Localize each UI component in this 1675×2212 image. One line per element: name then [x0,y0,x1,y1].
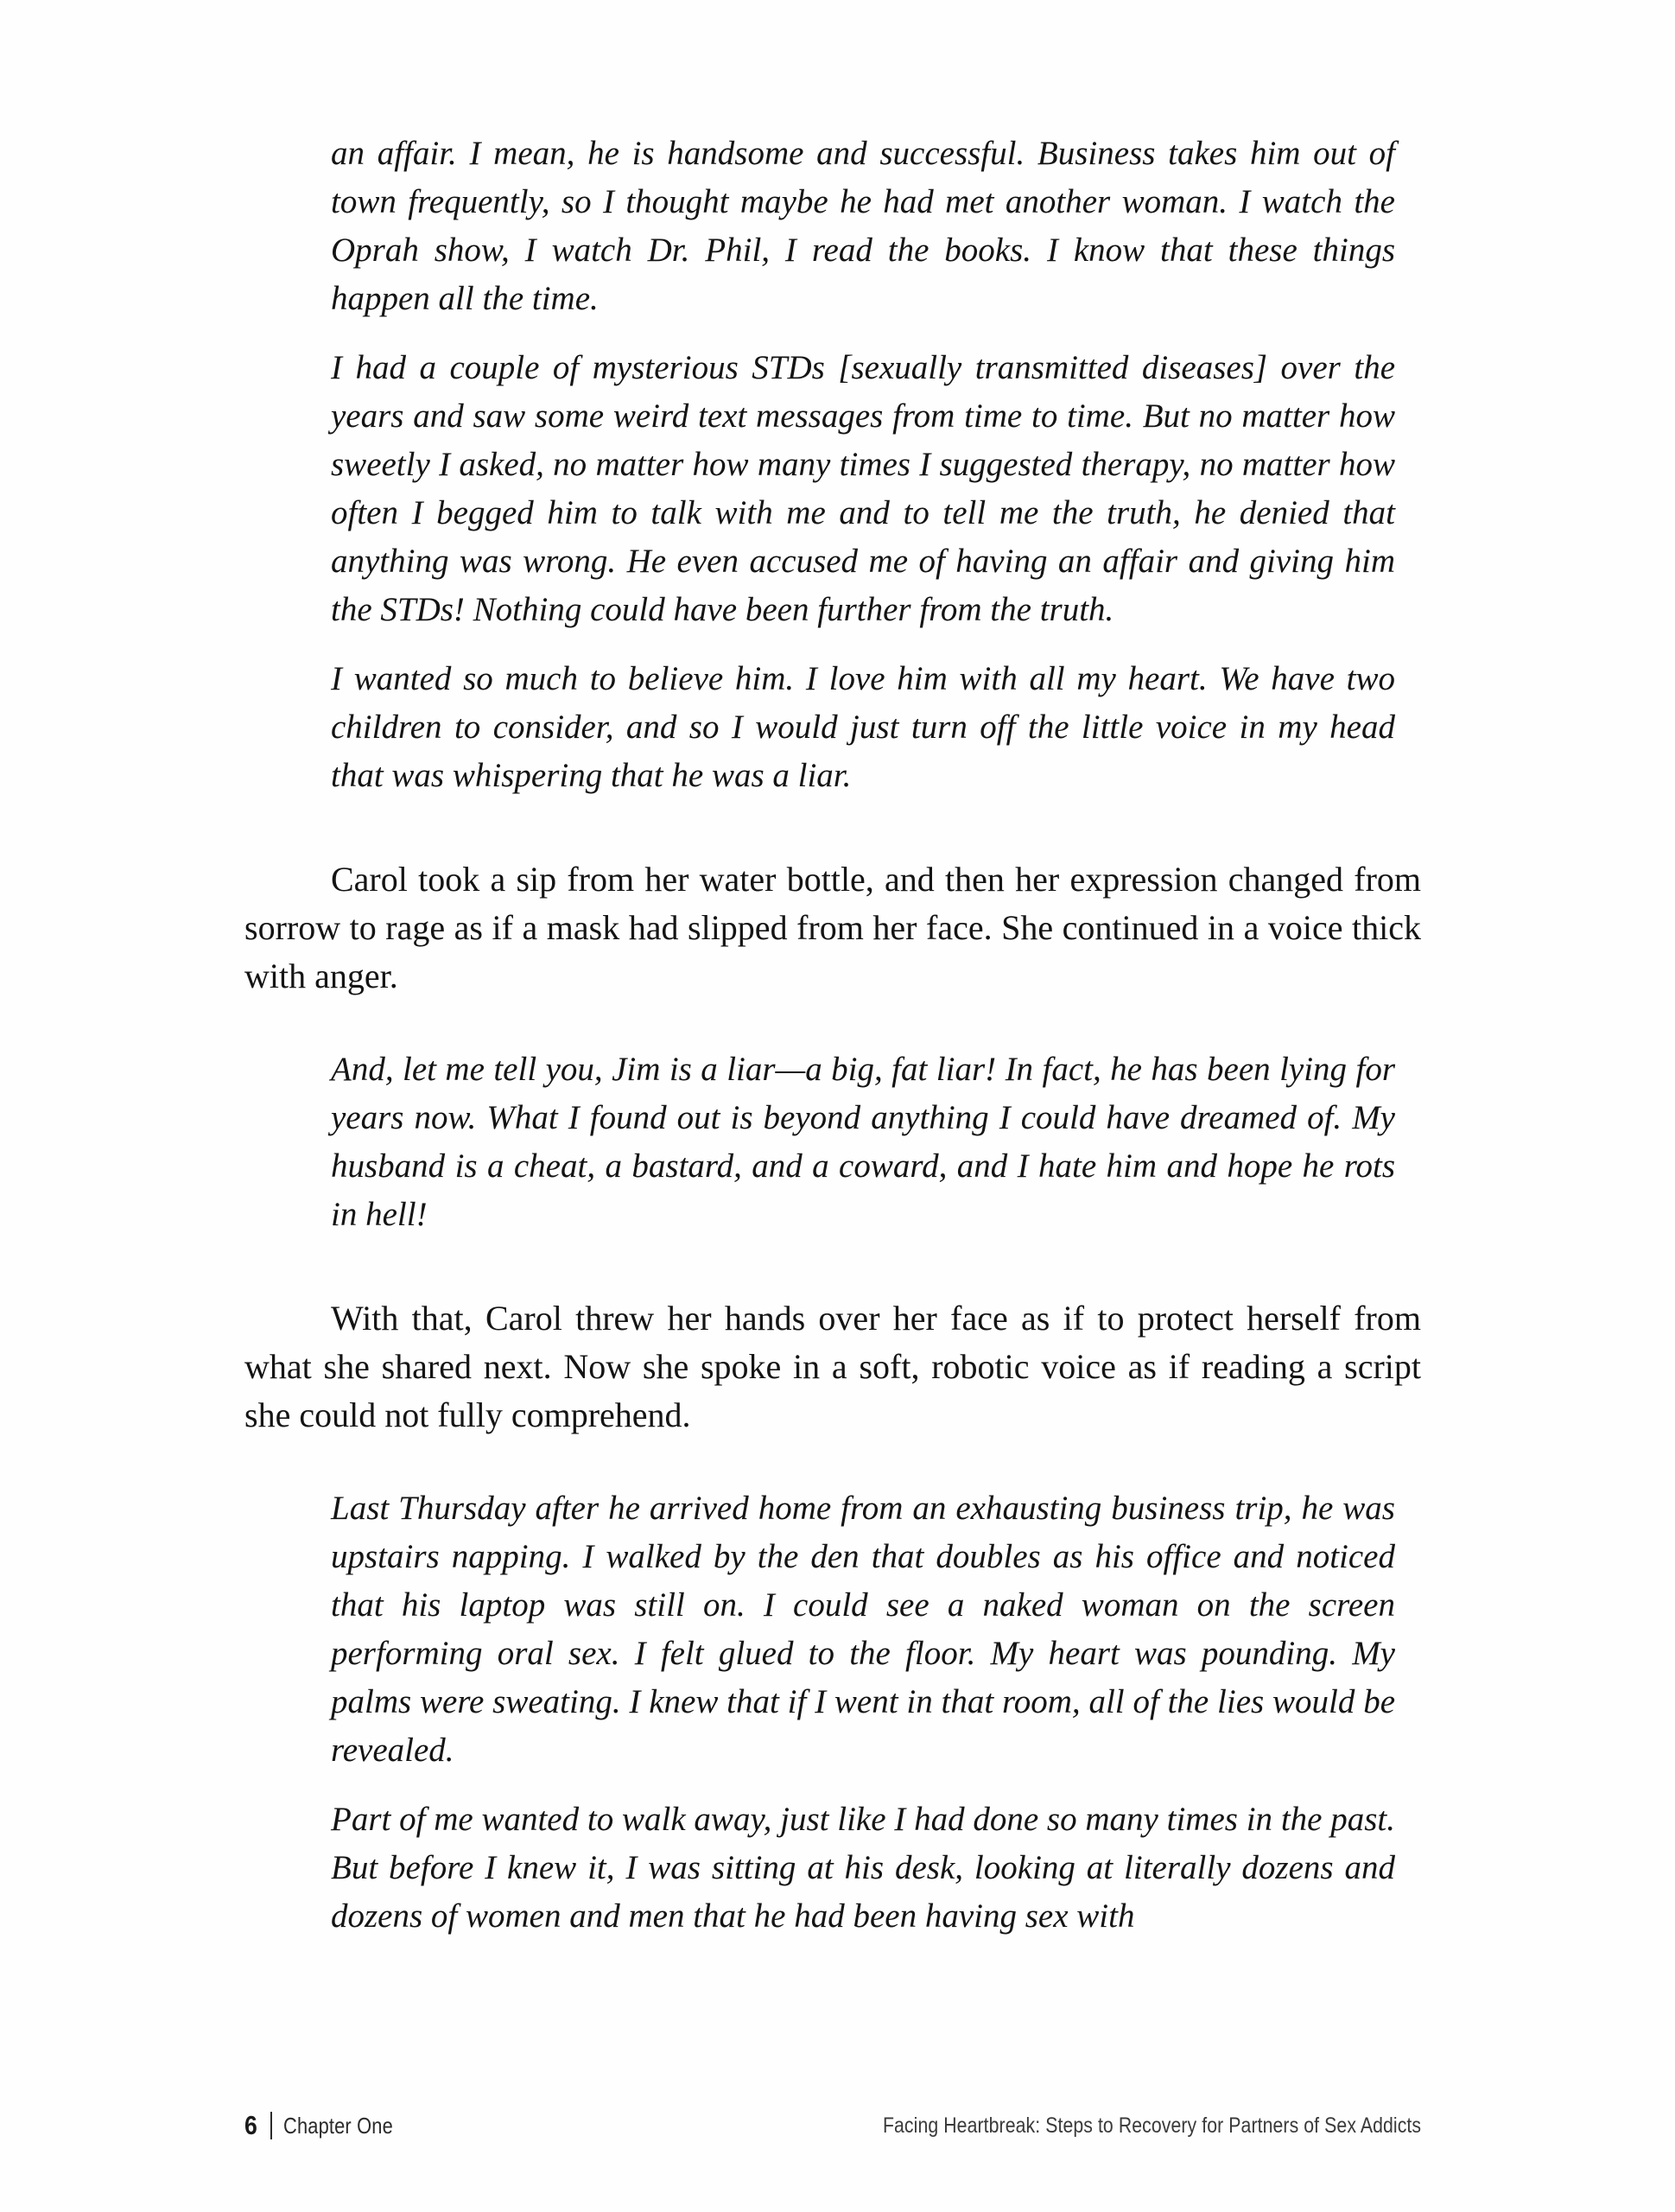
quote-paragraph: I wanted so much to believe him. I love him with all my heart. We have two children to consider, and so I would just turn off the little voice in my head that was whispering that he was a liar. [331,660,1395,794]
quote-block-2 [244,1046,1421,1239]
body-paragraph: Carol took a sip from her water bottle, and then her expression changed from sorrow to rage as if a mask had slipped from her face. She continued in a voice thick with anger. [244,860,1421,995]
quote-paragraph: Last Thursday after he arrived home from an exhausting business trip, he was upstairs napping. I walked by the den that doubles as his office and noticed that his laptop was still on. I could see a naked woman on the screen performing oral sex. I felt glued to the floor. My heart was pounding. My palms were sweating. I knew that if I went in that room, all of the lies would be revealed. [331,1490,1395,1769]
quote-paragraph: an affair. I mean, he is handsome and successful. Business takes him out of town frequently, so I thought maybe he had met another woman. I watch the Oprah show, I watch Dr. Phil, I read the books. I know that these things happen all the time. [331,135,1395,317]
block-spacer [244,800,1421,855]
footer-left-group [244,2110,414,2141]
block-spacer [244,1440,1421,1484]
footer-divider-rule [270,2112,272,2139]
book-title: Facing Heartbreak: Steps to Recovery for Partners of Sex Addicts [882,2113,1421,2138]
page-footer [244,2110,1421,2141]
quote-paragraph: And, let me tell you, Jim is a liar—a big, fat liar! In fact, he has been lying for years now. What I found out is beyond anything I could have dreamed of. My husband is a cheat, a bastard, and a coward, and I hate him and hope he rots in hell! [331,1051,1395,1233]
body-paragraph: With that, Carol threw her hands over her face as if to protect herself from what she shared next. Now she spoke in a soft, robotic voice as if reading a script she could not fully comprehend. [244,1299,1421,1434]
quote-paragraph: I had a couple of mysterious STDs [sexually transmitted diseases] over the years and saw some weird text messages from time to time. But no matter how sweetly I asked, no matter how many times I suggested therapy, no matter how often I begged him to talk with me and to tell me the truth, he denied that anything was wrong. He even accused me of having an affair and giving him the STDs! Nothing could have been further from the truth. [331,349,1395,628]
page-content [244,130,1421,1941]
block-spacer [244,1239,1421,1294]
quote-block-1 [244,130,1421,800]
chapter-label: Chapter One [282,2112,393,2139]
page-number: 6 [244,2110,257,2140]
block-spacer [244,1001,1421,1046]
quote-paragraph: Part of me wanted to walk away, just like I had done so many times in the past. But before I knew it, I was sitting at his desk, looking at literally dozens and dozens of women and men that he had been having sex with [331,1801,1395,1935]
quote-block-3 [244,1484,1421,1941]
